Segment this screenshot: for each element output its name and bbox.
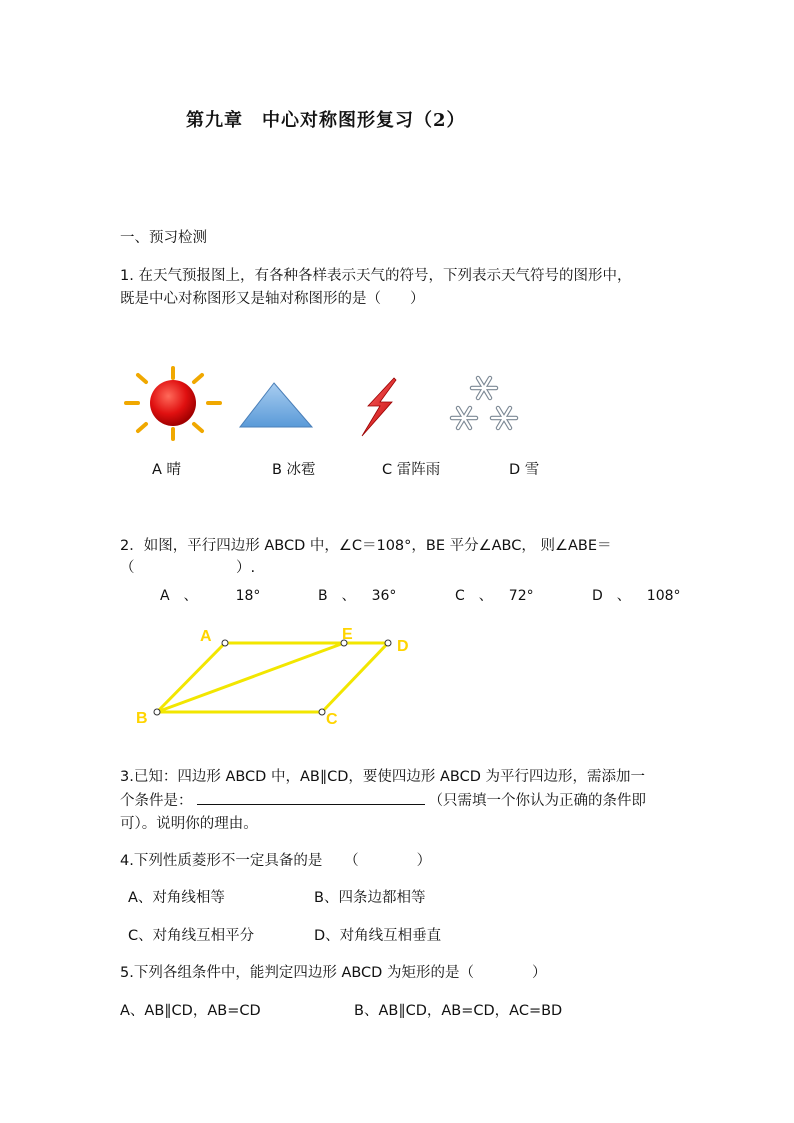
q5-stem: 5.下列各组条件中，能判定四边形 ABCD 为矩形的是（ ） [120, 965, 547, 981]
q4-option-d: D、对角线互相垂直 [314, 928, 442, 944]
q2-stem-line2: （ ）. [120, 560, 256, 576]
side-ab [157, 643, 225, 712]
q3-stem-line3: 可）。说明你的理由。 [120, 816, 258, 832]
q5-option-b: B、AB∥CD，AB=CD，AC=BD [354, 1003, 563, 1019]
q1-option-c: C 雷阵雨 [382, 462, 441, 478]
q1-option-d: D 雪 [509, 462, 540, 478]
sun-icon [120, 365, 230, 445]
q3-stem-line1: 3.已知：四边形 ABCD 中，AB∥CD，要使四边形 ABCD 为平行四边形，需添加一 [120, 769, 645, 785]
answer-blank[interactable] [197, 790, 425, 805]
q1-stem-line2: 既是中心对称图形又是轴对称图形的是（ ） [120, 291, 425, 307]
q4-option-a: A、对角线相等 [128, 890, 225, 906]
segment-be [157, 643, 344, 712]
q4-option-c: C、对角线互相平分 [128, 928, 255, 944]
q3-stem-line2: 个条件是： （只需填一个你认为正确的条件即 [120, 790, 646, 811]
vertex-label-a: A [200, 628, 212, 645]
parallelogram-figure [130, 620, 430, 730]
q4-option-b: B、四条边都相等 [314, 890, 426, 906]
q2-option-a: A 、 18° [160, 588, 261, 604]
q4-stem: 4.下列性质菱形不一定具备的是 （ ） [120, 853, 432, 869]
q2-stem-line1: 2．如图，平行四边形 ABCD 中，∠C＝108°，BE 平分∠ABC， 则∠ABE＝ [120, 538, 612, 554]
q1-option-b: B 冰雹 [272, 462, 316, 478]
vertex-label-e: E [342, 626, 353, 643]
page-title: 第九章 中心对称图形复习（2） [186, 110, 466, 131]
side-cd [322, 643, 388, 712]
q1-stem-line1: 1. 在天气预报图上，有各种各样表示天气的符号，下列表示天气符号的图形中， [120, 268, 632, 284]
vertex-label-d: D [397, 638, 409, 655]
lightning-icon [358, 376, 400, 438]
snow-icon [444, 372, 524, 438]
vertex-label-b: B [136, 710, 148, 727]
q2-option-c: C 、 72° [455, 588, 534, 604]
vertex-label-c: C [326, 711, 338, 728]
q2-option-d: D 、 108° [592, 588, 681, 604]
section-heading: 一、预习检测 [120, 230, 207, 246]
q1-option-a: A 晴 [152, 462, 182, 478]
q5-option-a: A、AB∥CD，AB=CD [120, 1003, 261, 1019]
q2-option-b: B 、 36° [318, 588, 397, 604]
hail-triangle-icon [236, 380, 316, 430]
